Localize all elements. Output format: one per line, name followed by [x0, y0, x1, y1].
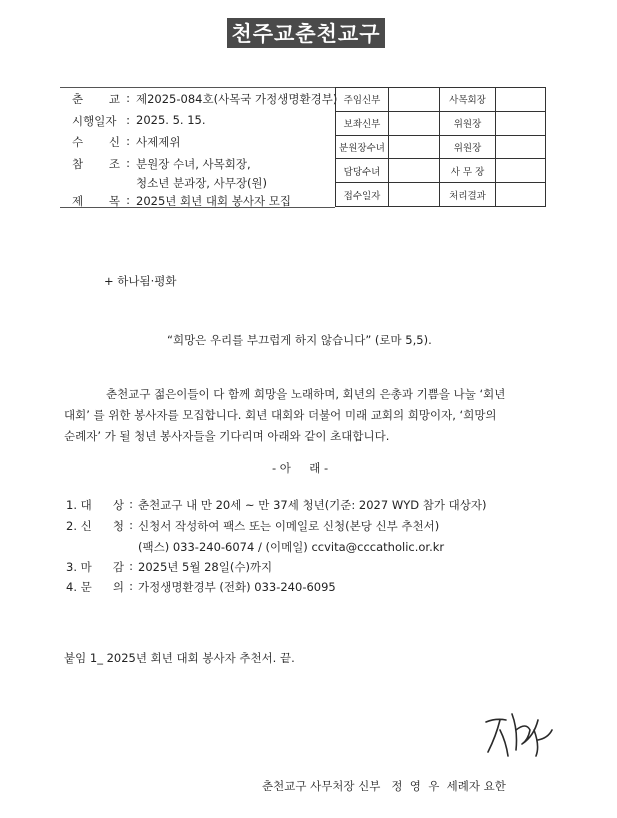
approval-row [336, 88, 546, 112]
header-label-part: 시행일자 [72, 114, 117, 128]
item-label-part: 4. 문 [66, 580, 92, 594]
header-label [72, 193, 120, 209]
header-label-part: 수 [72, 135, 84, 149]
item-label-part: 1. 대 [66, 498, 92, 512]
header-label-part: 춘 [72, 92, 84, 106]
header-value: 분원장 수녀, 사목회장, [136, 157, 251, 171]
item-value: 춘천교구 내 만 20세 ~ 만 37세 청년(기준: 2027 WYD 참가 대상자) [138, 498, 487, 512]
header-label-part: 신 [108, 135, 120, 149]
header-label-part: 참 [72, 157, 84, 171]
colon: : [129, 518, 133, 532]
colon-spacer [120, 175, 136, 191]
item-value: 신청서 작성하여 팩스 또는 이메일로 신청(본당 신부 추천서) [138, 519, 440, 533]
header-label-part: 목 [108, 194, 120, 208]
item-value: 2025년 5월 28일(수)까지 [138, 560, 273, 574]
item-label-part: 3. 마 [66, 560, 92, 574]
approval-blank [389, 183, 440, 207]
header-value: 2025. 5. 15. [136, 113, 206, 127]
document-title: 천주교춘천교구 [227, 18, 385, 48]
colon: : [129, 579, 133, 593]
item-label [66, 579, 124, 595]
item-target [66, 497, 486, 513]
approval-row [336, 183, 546, 207]
item-label [66, 539, 124, 555]
approval-blank [496, 183, 546, 207]
colon: : [126, 113, 130, 127]
approval-blank [389, 88, 440, 112]
approval-table [335, 87, 546, 207]
approval-blank [496, 111, 546, 135]
approval-label: 주임신부 [336, 88, 389, 112]
approval-blank [389, 135, 440, 159]
header-label-part: 교 [108, 92, 120, 106]
header-row-recipient [72, 134, 180, 150]
header-label-part: 제 [72, 194, 84, 208]
header-value: 청소년 분과장, 사무장(원) [136, 176, 268, 190]
colon: : [126, 91, 130, 105]
header-value: 제2025-084호(사목국 가정생명환경부) [136, 92, 338, 106]
header-value: 사제제위 [136, 135, 181, 149]
approval-label: 사 무 장 [440, 159, 496, 183]
approval-label: 처리결과 [440, 183, 496, 207]
approval-blank [496, 159, 546, 183]
colon: : [129, 559, 133, 573]
approval-label: 보좌신부 [336, 111, 389, 135]
item-application-contact [66, 539, 444, 555]
approval-label: 담당수녀 [336, 159, 389, 183]
sender-signature-line: 춘천교구 사무처장 신부 정 영 우 세례자 요한 [262, 779, 506, 793]
approval-blank [389, 159, 440, 183]
header-row-doc-number [72, 91, 337, 107]
header-label [72, 91, 120, 107]
header-label [72, 113, 120, 129]
header-label-part: 조 [108, 157, 120, 171]
item-value: 가정생명환경부 (전화) 033-240-6095 [138, 580, 336, 594]
paragraph-line: 대회’ 를 위한 봉사자를 모집합니다. 회년 대회와 더불어 미래 교회의 희망이자, ‘희망의 [64, 408, 497, 422]
header-label [72, 156, 120, 172]
greeting: + 하나됨·평화 [104, 274, 177, 288]
header-value: 2025년 회년 대회 봉사자 모집 [136, 194, 291, 208]
header-label [72, 175, 120, 191]
approval-label: 사목회장 [440, 88, 496, 112]
signature-icon [478, 700, 558, 760]
approval-label: 위원장 [440, 111, 496, 135]
item-label-part: 상 [112, 498, 124, 512]
paragraph-line: 순례자’ 가 될 청년 봉사자들을 기다리며 아래와 같이 초대합니다. [64, 429, 390, 443]
item-label-part: 감 [112, 560, 124, 574]
colon: : [126, 193, 130, 207]
header-row-subject [72, 193, 291, 209]
header-row-date [72, 113, 206, 129]
approval-blank [496, 135, 546, 159]
quote: “희망은 우리를 부끄럽게 하지 않습니다” (로마 5,5). [167, 333, 432, 347]
below-marker: - 아 래 - [272, 461, 329, 475]
approval-row [336, 111, 546, 135]
colon-spacer [124, 539, 138, 555]
approval-blank [389, 111, 440, 135]
body-paragraph [64, 384, 564, 447]
colon: : [126, 134, 130, 148]
item-application [66, 518, 439, 534]
header-top-rule [60, 87, 335, 88]
colon: : [129, 497, 133, 511]
item-label-part: 2. 신 [66, 519, 92, 533]
approval-label: 접수일자 [336, 183, 389, 207]
item-label [66, 559, 124, 575]
item-inquiry [66, 579, 336, 595]
item-label [66, 497, 124, 513]
item-label-part: 의 [112, 580, 124, 594]
header-row-reference-cont [72, 175, 267, 191]
approval-row [336, 159, 546, 183]
approval-row [336, 135, 546, 159]
item-label-part: 청 [112, 519, 124, 533]
approval-label: 위원장 [440, 135, 496, 159]
attachment-note: 붙임 1_ 2025년 회년 대회 봉사자 추천서. 끝. [64, 651, 295, 665]
approval-label: 분원장수녀 [336, 135, 389, 159]
approval-blank [496, 88, 546, 112]
item-value: (팩스) 033-240-6074 / (이메일) ccvita@cccatholic.or.kr [138, 540, 445, 554]
item-deadline [66, 559, 272, 575]
header-label [72, 134, 120, 150]
item-label [66, 518, 124, 534]
header-row-reference [72, 156, 251, 172]
paragraph-line: 춘천교구 젊은이들이 다 함께 희망을 노래하며, 회년의 은총과 기쁨을 나눌 ‘회년 [106, 387, 506, 401]
colon: : [126, 156, 130, 170]
